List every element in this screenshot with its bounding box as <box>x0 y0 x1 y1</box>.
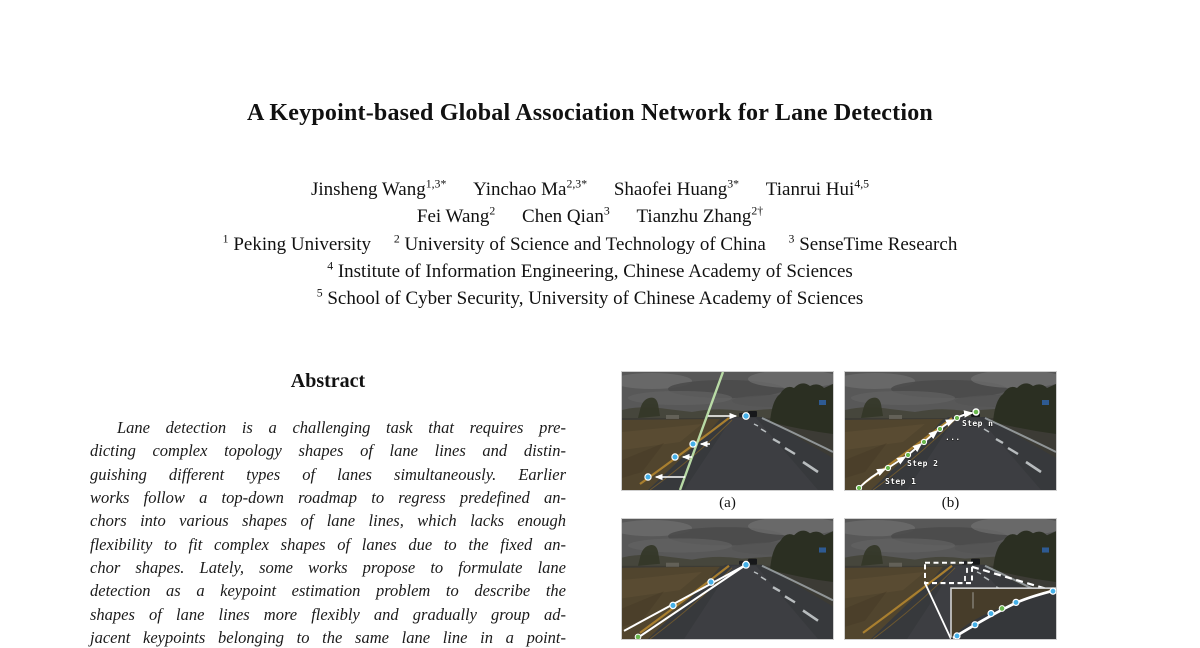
step-2-label: Step 2 <box>907 459 939 468</box>
author-affil-sup: 2,3* <box>566 177 588 191</box>
start-keypoint-green <box>635 634 641 639</box>
affiliations-row-1 <box>60 234 1120 256</box>
abstract-line: detection as a keypoint estimation problem to describe the <box>90 581 566 601</box>
figure-caption-b: (b) <box>941 495 960 511</box>
authors-row-2 <box>90 206 1090 228</box>
author <box>614 179 739 200</box>
affiliation-name: School of Cyber Security, University of Chinese Academy of Sciences <box>327 288 864 309</box>
affiliations-row-2 <box>60 261 1120 283</box>
abstract-line: dicting complex topology shapes of lane lines and distin- <box>90 441 566 461</box>
affiliation-name: Institute of Information Engineering, Chinese Academy of Sciences <box>337 261 853 282</box>
step-1-label: Step 1 <box>885 477 917 486</box>
figure-panel-a <box>622 372 833 490</box>
figure-1 <box>622 372 1056 639</box>
affiliation-sup: 2 <box>393 232 400 246</box>
affiliation-sup: 4 <box>327 259 334 273</box>
abstract-heading: Abstract <box>290 370 366 392</box>
affiliation-name: University of Science and Technology of China <box>404 234 766 255</box>
road-photo-anchor-regression <box>622 372 833 490</box>
figure-caption-a: (a) <box>719 495 736 511</box>
abstract-line: flexibility to fit complex shapes of lanes due to the fixed an- <box>90 534 566 554</box>
abstract-body <box>90 416 566 648</box>
abstract-line: shapes of lane lines more flexibly and gradually group ad- <box>90 604 566 624</box>
abstract-line: Lane detection is a challenging task that requires pre- <box>117 418 566 437</box>
affiliation-sup: 1 <box>222 232 229 246</box>
author <box>417 206 495 227</box>
author <box>766 179 869 200</box>
author-affil-sup: 3 <box>603 204 610 218</box>
affiliations-row-3 <box>60 288 1120 310</box>
abstract-line: chors into various shapes of lane lines, which lacks enough <box>90 511 566 531</box>
abstract-line: jacent keypoints belonging to the same lane line in a point- <box>90 628 566 648</box>
affiliation <box>327 261 853 282</box>
author-affil-sup: 3* <box>727 177 740 191</box>
author <box>311 179 446 200</box>
figure-panel-b <box>845 372 1056 490</box>
author <box>473 179 587 200</box>
affiliation <box>223 234 371 255</box>
author-name: Shaofei Huang <box>613 179 728 200</box>
abstract-line: works follow a top-down roadmap to regress predefined an- <box>90 488 566 508</box>
author-name: Jinsheng Wang <box>310 179 426 200</box>
author-name: Fei Wang <box>416 206 490 227</box>
abstract-line: guishing different types of lanes simultaneously. Earlier <box>90 464 566 484</box>
abstract-line: chor shapes. Lately, some works propose to formulate lane <box>90 558 566 578</box>
author-name: Chen Qian <box>522 206 604 227</box>
author-affil-sup: 2 <box>489 204 496 218</box>
authors-row-1 <box>90 179 1090 201</box>
author <box>636 206 763 227</box>
author-name: Yinchao Ma <box>473 179 567 200</box>
road-photo-keypoint-lane <box>622 519 833 639</box>
figure-panel-c <box>622 519 833 639</box>
figure-panel-d <box>845 519 1056 639</box>
affiliation-sup: 3 <box>788 232 795 246</box>
affiliation-name: Peking University <box>233 234 372 255</box>
affiliation-sup: 5 <box>316 286 323 300</box>
affiliation-name: SenseTime Research <box>799 234 958 255</box>
paper-title: A Keypoint-based Global Association Network for Lane Detection <box>247 100 933 126</box>
zoom-inset <box>951 588 1056 639</box>
author-name: Tianrui Hui <box>765 179 855 200</box>
step-n-label: Step n <box>962 419 994 428</box>
affiliation <box>394 234 766 255</box>
ellipsis-label: ... <box>945 433 961 442</box>
road-photo-zoom-inset <box>845 519 1056 639</box>
affiliation <box>317 288 864 309</box>
author-name: Tianzhu Zhang <box>636 206 752 227</box>
affiliation <box>789 234 958 255</box>
author <box>522 206 610 227</box>
author-affil-sup: 4,5 <box>854 177 870 191</box>
author-affil-sup: 2† <box>751 204 764 218</box>
author-affil-sup: 1,3* <box>425 177 447 191</box>
road-photo-step-extension <box>845 372 1056 490</box>
